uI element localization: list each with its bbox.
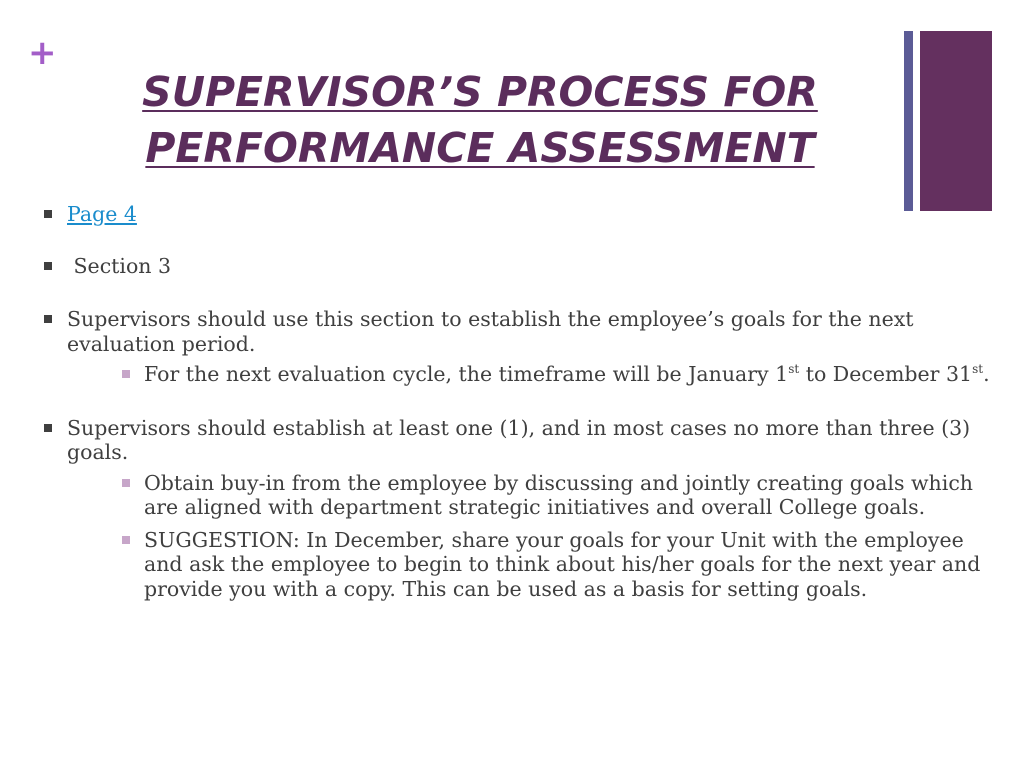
goals-section-text: Supervisors should use this section to establish the employee’s goals for the next evaluation period. [67,307,914,356]
bullet-item-section [42,254,1002,279]
page-link[interactable]: Page 4 [67,202,137,226]
suggestion-text: SUGGESTION: In December, share your goals for your Unit with the employee and ask the employee to begin to think about his/her goals for the next year and provide you with a copy. This can be used as a basis for setting goals. [144,527,981,601]
goal-count-text: Supervisors should establish at least one (1), and in most cases no more than three (3) goals. [67,415,971,464]
bullet-item-goals-section [42,307,1002,356]
square-bullet-icon [122,479,130,487]
bullet-item-goal-count [42,416,1002,465]
decorative-bar-thin [904,31,913,211]
square-bullet-icon [44,262,52,270]
square-bullet-icon [44,424,52,432]
section-label: Section 3 [67,253,172,278]
slide-body [42,200,1002,601]
sub-item-suggestion [42,528,1002,602]
sub-item-buy-in [42,471,1002,520]
sub-item-cycle [42,362,1002,387]
decorative-bar-wide [920,31,992,211]
slide-title: SUPERVISOR’S PROCESS FOR PERFORMANCE ASSESSMENT [142,68,818,172]
bullet-item-page [42,202,1002,227]
square-bullet-icon [122,536,130,544]
square-bullet-icon [122,370,130,378]
square-bullet-icon [44,315,52,323]
square-bullet-icon [44,210,52,218]
buy-in-text: Obtain buy-in from the employee by discussing and jointly creating goals which are aligned with department strategic initiatives and overall College goals. [144,470,973,519]
plus-icon: + [28,33,57,73]
cycle-text: For the next evaluation cycle, the timeframe will be January 1st to December 31st. [144,362,990,386]
